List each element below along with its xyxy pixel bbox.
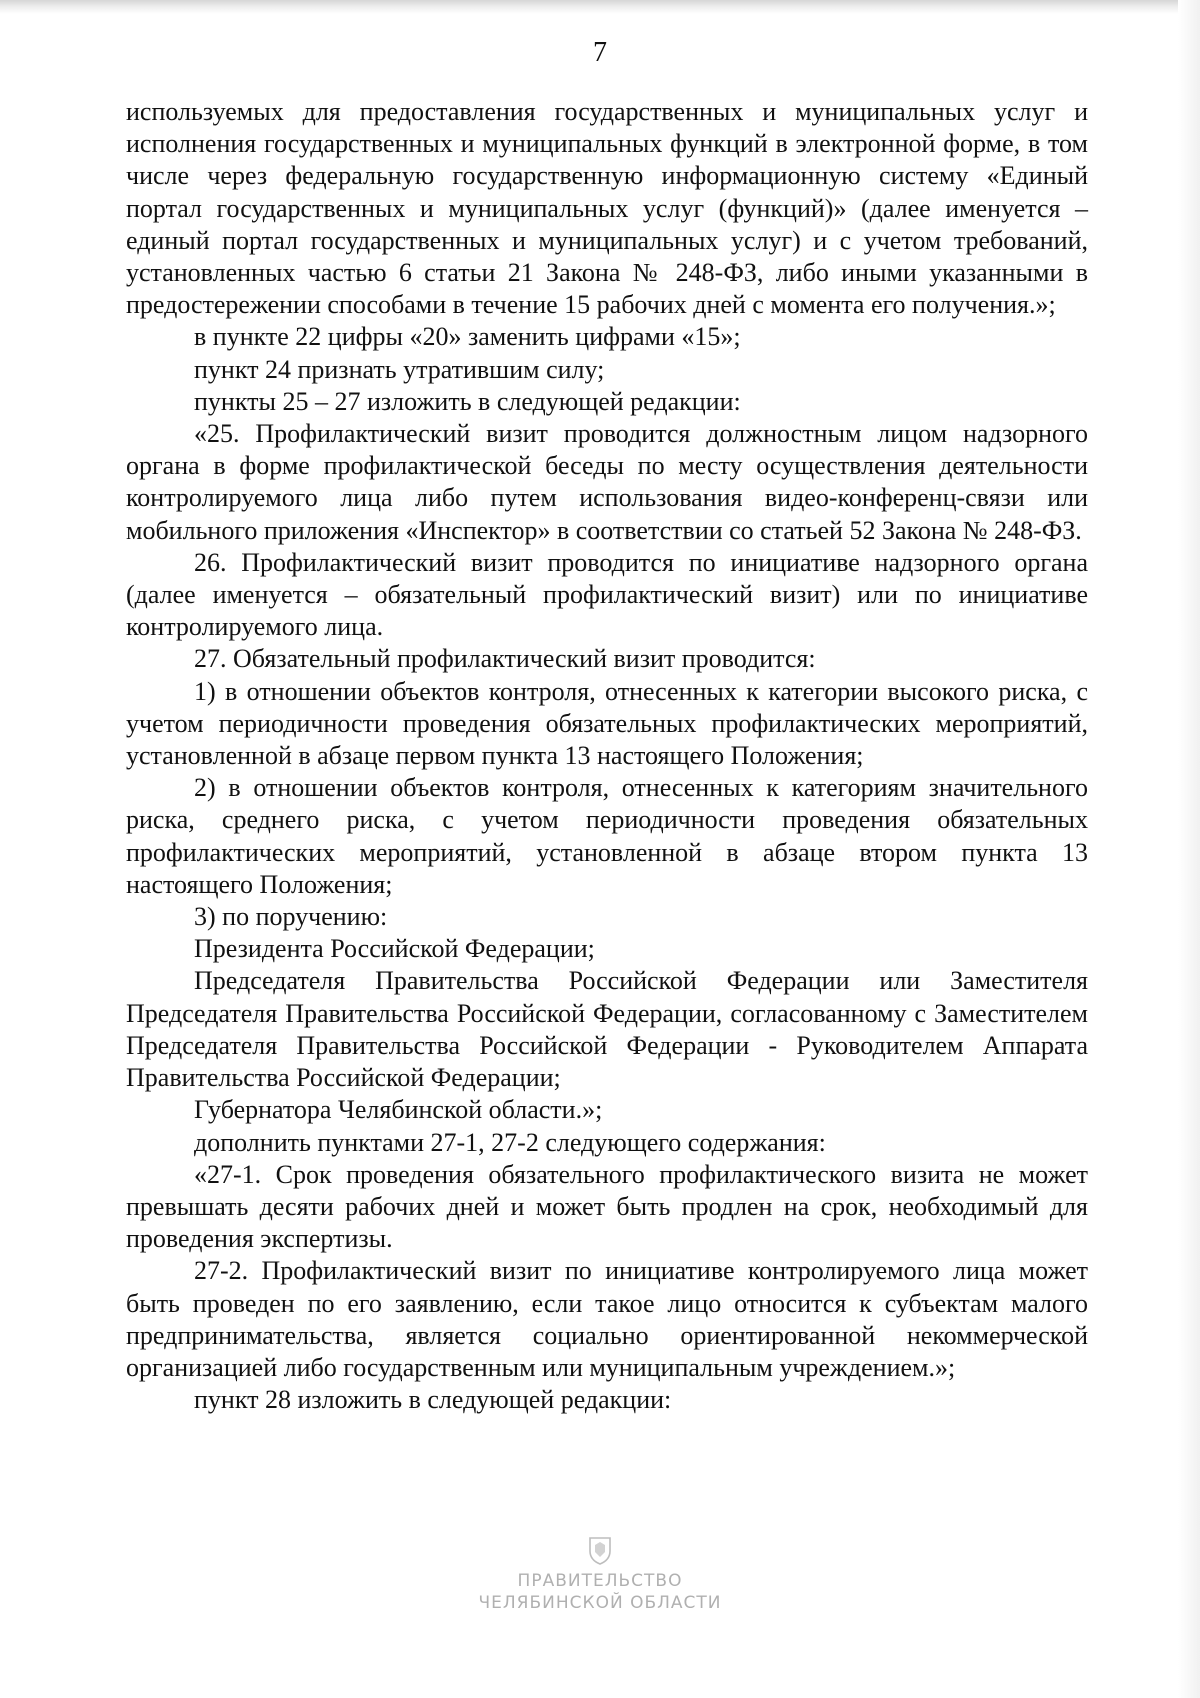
paragraph-9: 3) по поручению: bbox=[194, 902, 388, 932]
paragraph-5: 26. Профилактический визит проводится по инициативе надзорного органа (далее именуется – обязательный профилактический визит) или по инициативе контролируемого лица. bbox=[126, 547, 1088, 642]
coat-of-arms-icon bbox=[587, 1536, 613, 1566]
paragraph-6: 27. Обязательный профилактический визит проводится: bbox=[194, 644, 816, 674]
document-body bbox=[126, 96, 1088, 1416]
stamp-line-1: ПРАВИТЕЛЬСТВО bbox=[517, 1571, 683, 1591]
government-stamp bbox=[0, 1536, 1200, 1614]
paragraph-7: 1) в отношении объектов контроля, отнесенных к категории высокого риска, с учетом периодичности проведения обязательных профилактических мероприятий, установленной в абзаце первом пункта 13 настоящего Положения; bbox=[126, 676, 1088, 771]
page-number: 7 bbox=[593, 37, 607, 68]
paragraph-11: Председателя Правительства Российской Федерации или Заместителя Председателя Правительства Российской Федерации, согласованному с Заместителем Председателя Правительства Российской Федерации - Руководителем Аппарата Правительства Российской Федерации; bbox=[126, 966, 1088, 1093]
scan-edge-top bbox=[0, 0, 1200, 14]
paragraph-3: пункты 25 – 27 изложить в следующей редакции: bbox=[194, 386, 741, 416]
paragraph-0: используемых для предоставления государственных и муниципальных услуг и исполнения государственных и муниципальных функций в электронной форме, в том числе через федеральную государственную информационную систему «Единый портал государственных и муниципальных услуг (функций)» (далее именуется – единый портал государственных и муниципальных услуг) и с учетом требований, установленных частью 6 статьи 21 Закона № 248-ФЗ, либо иными указанными в предостережении способами в течение 15 рабочих дней с момента его получения.»; bbox=[126, 97, 1088, 320]
scan-edge-right bbox=[1178, 0, 1200, 1698]
paragraph-13: дополнить пунктами 27-1, 27-2 следующего содержания: bbox=[194, 1127, 826, 1157]
paragraph-16: пункт 28 изложить в следующей редакции: bbox=[194, 1385, 672, 1415]
paragraph-10: Президента Российской Федерации; bbox=[194, 934, 595, 964]
paragraph-8: 2) в отношении объектов контроля, отнесенных к категориям значительного риска, среднего риска, с учетом периодичности проведения обязательных профилактических мероприятий, установленной в абзаце втором пункта 13 настоящего Положения; bbox=[126, 773, 1088, 899]
paragraph-15: 27-2. Профилактический визит по инициативе контролируемого лица может быть проведен по его заявлению, если такое лицо относится к субъектам малого предпринимательства, является социально ориентированной некоммерческой организацией либо государственным или муниципальным учреждением.»; bbox=[126, 1256, 1088, 1382]
paragraph-12: Губернатора Челябинской области.»; bbox=[194, 1095, 603, 1125]
paragraph-2: пункт 24 признать утратившим силу; bbox=[194, 354, 605, 384]
paragraph-14: «27-1. Срок проведения обязательного профилактического визита не может превышать десяти рабочих дней и может быть продлен на срок, необходимый для проведения экспертизы. bbox=[126, 1159, 1088, 1254]
stamp-line-2: ЧЕЛЯБИНСКОЙ ОБЛАСТИ bbox=[478, 1593, 722, 1613]
paragraph-4: «25. Профилактический визит проводится должностным лицом надзорного органа в форме профилактической беседы по месту осуществления деятельности контролируемого лица либо путем использования видео-конференц-связи или мобильного приложения «Инспектор» в соответствии со статьей 52 Закона № 248-ФЗ. bbox=[126, 419, 1088, 545]
paragraph-1: в пункте 22 цифры «20» заменить цифрами «15»; bbox=[194, 322, 741, 352]
